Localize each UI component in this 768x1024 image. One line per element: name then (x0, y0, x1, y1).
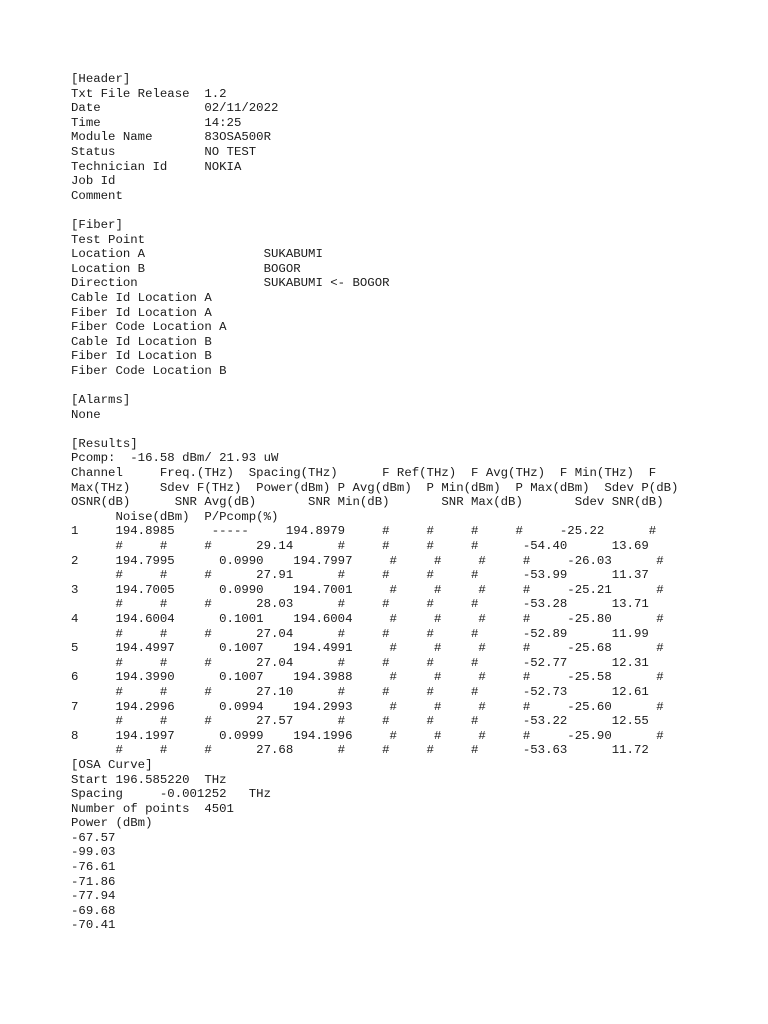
document-line: # # # 27.04 # # # # -52.77 12.31 (71, 655, 649, 670)
document-line: 5 194.4997 0.1007 194.4991 # # # # -25.68 # (71, 641, 664, 656)
document-line: -76.61 (71, 860, 116, 875)
document-line: Comment (71, 188, 123, 203)
document-line: Technician Id NOKIA (71, 159, 242, 174)
document-line: # # # 27.91 # # # # -53.99 11.37 (71, 568, 649, 583)
document-line: -69.68 (71, 903, 116, 918)
document-line: Time 14:25 (71, 115, 242, 130)
document-line: -67.57 (71, 830, 116, 845)
document-line: Number of points 4501 (71, 801, 234, 816)
document-line: Power (dBm) (71, 816, 153, 831)
document-line: Noise(dBm) P/Pcomp(%) (71, 509, 279, 524)
document-line: Max(THz) Sdev F(THz) Power(dBm) P Avg(dBm) P Min(dBm) P Max(dBm) Sdev P(dB) (71, 480, 679, 495)
document-line: 6 194.3990 0.1007 194.3988 # # # # -25.58 # (71, 670, 664, 685)
document-line: 7 194.2996 0.0994 194.2993 # # # # -25.60 # (71, 699, 664, 714)
document-line: Status NO TEST (71, 144, 257, 159)
text-document (71, 72, 678, 933)
document-line: Job Id (71, 174, 116, 189)
document-line: Cable Id Location A (71, 290, 212, 305)
document-line: [Results] (71, 436, 138, 451)
document-line: None (71, 407, 101, 422)
document-line: Fiber Id Location A (71, 305, 212, 320)
document-line: # # # 27.10 # # # # -52.73 12.61 (71, 684, 649, 699)
document-line (71, 378, 678, 393)
document-line: 4 194.6004 0.1001 194.6004 # # # # -25.80 # (71, 611, 664, 626)
document-line: # # # 27.57 # # # # -53.22 12.55 (71, 714, 649, 729)
document-line: 8 194.1997 0.0999 194.1996 # # # # -25.90 # (71, 728, 664, 743)
document-line: [Alarms] (71, 393, 131, 408)
document-line: Location A SUKABUMI (71, 247, 323, 262)
document-line: -70.41 (71, 918, 116, 933)
document-line: # # # 27.04 # # # # -52.89 11.99 (71, 626, 649, 641)
document-line: -71.86 (71, 874, 116, 889)
document-line: Channel Freq.(THz) Spacing(THz) F Ref(THz) F Avg(THz) F Min(THz) F (71, 466, 657, 481)
document-line: Txt File Release 1.2 (71, 86, 227, 101)
document-line: Date 02/11/2022 (71, 101, 279, 116)
document-line (71, 203, 678, 218)
document-line: 3 194.7005 0.0990 194.7001 # # # # -25.21 # (71, 582, 664, 597)
document-line: Fiber Id Location B (71, 349, 212, 364)
document-line: 1 194.8985 ----- 194.8979 # # # # -25.22 # (71, 524, 657, 539)
document-line (71, 422, 678, 437)
document-line: [OSA Curve] (71, 757, 153, 772)
document-line: -77.94 (71, 889, 116, 904)
document-line: OSNR(dB) SNR Avg(dB) SNR Min(dB) SNR Max(dB) Sdev SNR(dB) (71, 495, 664, 510)
document-line: [Fiber] (71, 217, 123, 232)
document-line: -99.03 (71, 845, 116, 860)
document-line: # # # 28.03 # # # # -53.28 13.71 (71, 597, 649, 612)
document-line: [Header] (71, 72, 131, 86)
document-line: # # # 29.14 # # # # -54.40 13.69 (71, 539, 649, 553)
document-line: Start 196.585220 THz (71, 772, 227, 787)
document-line: 2 194.7995 0.0990 194.7997 # # # # -26.03 # (71, 553, 664, 568)
document-line: Direction SUKABUMI <- BOGOR (71, 276, 390, 291)
document-line: Pcomp: -16.58 dBm/ 21.93 uW (71, 451, 279, 466)
document-line: Fiber Code Location A (71, 320, 227, 335)
document-line: Location B BOGOR (71, 261, 301, 276)
document-line: Fiber Code Location B (71, 363, 227, 378)
document-line: Cable Id Location B (71, 334, 212, 349)
document-line: Spacing -0.001252 THz (71, 787, 272, 802)
document-line: # # # 27.68 # # # # -53.63 11.72 (71, 743, 649, 758)
document-line: Test Point (71, 232, 146, 247)
document-line: Module Name 83OSA500R (71, 130, 272, 145)
